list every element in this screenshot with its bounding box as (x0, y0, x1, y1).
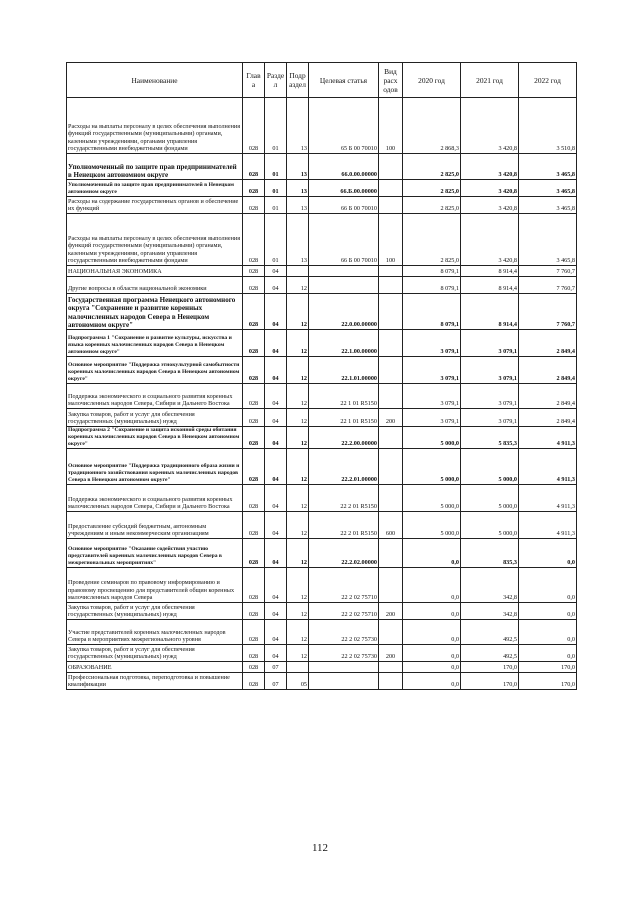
cell-sec: 04 (265, 384, 287, 409)
cell-y2021: 3 420,8 (461, 98, 519, 154)
cell-name: Основное мероприятие "Поддержка традиционного образа жизни и традиционного хозяйствования коренных малочисленных народов Севера в Ненецком автономном округе" (67, 449, 243, 485)
cell-y2020: 2 825,0 (403, 214, 461, 266)
cell-name: Подпрограмма 2 "Сохранение и защита исконной среды обитания коренных малочисленных народов Севера в Ненецком автономном округе" (67, 427, 243, 449)
cell-sub: 13 (287, 214, 309, 266)
cell-y2022: 170,0 (519, 673, 577, 690)
cell-y2021: 342,8 (461, 603, 519, 620)
table-row (67, 512, 577, 539)
page-number: 112 (311, 842, 329, 854)
cell-ch: 028 (243, 294, 265, 330)
table-row (67, 539, 577, 568)
table-row (67, 449, 577, 485)
header-target: Целевая статья (309, 63, 379, 98)
table-row (67, 98, 577, 154)
header-2022: 2022 год (519, 63, 577, 98)
cell-y2022: 0,0 (519, 620, 577, 645)
cell-sub: 12 (287, 330, 309, 357)
cell-sec: 04 (265, 620, 287, 645)
cell-y2022: 3 465,8 (519, 214, 577, 266)
cell-kind: 100 (379, 98, 403, 154)
cell-sub (287, 662, 309, 673)
table-row (67, 603, 577, 620)
cell-sec: 07 (265, 673, 287, 690)
cell-y2021: 342,8 (461, 568, 519, 603)
cell-sec: 01 (265, 180, 287, 197)
cell-kind (379, 154, 403, 180)
table-row (67, 645, 577, 662)
cell-ch: 028 (243, 603, 265, 620)
table-row (67, 673, 577, 690)
cell-sec: 04 (265, 277, 287, 294)
cell-name: Закупка товаров, работ и услуг для обеспечения государственных (муниципальных) нужд (67, 645, 243, 662)
table-row (67, 214, 577, 266)
cell-sub: 12 (287, 512, 309, 539)
cell-sub: 12 (287, 645, 309, 662)
table-row (67, 330, 577, 357)
cell-y2022: 4 911,3 (519, 512, 577, 539)
cell-target: 22.1.01.00000 (309, 357, 379, 384)
cell-y2020: 0,0 (403, 603, 461, 620)
cell-ch: 028 (243, 449, 265, 485)
cell-y2021: 492,5 (461, 620, 519, 645)
cell-sub: 12 (287, 427, 309, 449)
cell-ch: 028 (243, 277, 265, 294)
cell-kind (379, 673, 403, 690)
table-row (67, 427, 577, 449)
cell-y2020: 0,0 (403, 673, 461, 690)
cell-y2022: 2 849,4 (519, 384, 577, 409)
cell-sec: 07 (265, 662, 287, 673)
cell-y2021: 3 420,8 (461, 214, 519, 266)
cell-y2020: 0,0 (403, 645, 461, 662)
cell-name: ОБРАЗОВАНИЕ (67, 662, 243, 673)
table-row (67, 294, 577, 330)
cell-sub: 12 (287, 409, 309, 427)
cell-y2020: 8 079,1 (403, 277, 461, 294)
cell-ch: 028 (243, 645, 265, 662)
cell-ch: 028 (243, 266, 265, 277)
cell-y2020: 8 079,1 (403, 294, 461, 330)
cell-target: 22.2.01.00000 (309, 449, 379, 485)
cell-sub: 05 (287, 673, 309, 690)
cell-y2020: 3 079,1 (403, 357, 461, 384)
cell-sec: 01 (265, 154, 287, 180)
cell-kind: 200 (379, 603, 403, 620)
cell-y2022: 0,0 (519, 603, 577, 620)
cell-sub: 13 (287, 154, 309, 180)
header-chapter: Глав а (243, 63, 265, 98)
table-row (67, 180, 577, 197)
cell-kind (379, 485, 403, 512)
cell-ch: 028 (243, 673, 265, 690)
cell-y2020: 2 825,0 (403, 180, 461, 197)
header-name: Наименование (67, 63, 243, 98)
cell-target: 22 2 01 R5150 (309, 512, 379, 539)
header-kind: Вид расх одов (379, 63, 403, 98)
cell-kind (379, 330, 403, 357)
cell-target: 22 2 02 75730 (309, 620, 379, 645)
cell-y2020: 5 000,0 (403, 512, 461, 539)
cell-name: Предоставление субсидий бюджетным, автономным учреждениям и иным некоммерческим организациям (67, 512, 243, 539)
table-row (67, 357, 577, 384)
cell-y2020: 3 079,1 (403, 330, 461, 357)
cell-sec: 04 (265, 294, 287, 330)
cell-target: 22.2.02.00000 (309, 539, 379, 568)
cell-y2021: 5 000,0 (461, 485, 519, 512)
cell-y2022: 4 911,3 (519, 485, 577, 512)
cell-ch: 028 (243, 427, 265, 449)
cell-target: 66.Б.00.00000 (309, 180, 379, 197)
cell-target: 22 2 01 R5150 (309, 485, 379, 512)
cell-sub: 12 (287, 384, 309, 409)
cell-sec: 04 (265, 645, 287, 662)
cell-name: Закупка товаров, работ и услуг для обеспечения государственных (муниципальных) нужд (67, 603, 243, 620)
cell-sub: 12 (287, 620, 309, 645)
cell-kind (379, 449, 403, 485)
cell-y2021: 8 914,4 (461, 266, 519, 277)
cell-y2022: 0,0 (519, 568, 577, 603)
table-row (67, 384, 577, 409)
cell-y2021: 3 420,8 (461, 180, 519, 197)
cell-ch: 028 (243, 384, 265, 409)
cell-kind (379, 266, 403, 277)
cell-kind (379, 662, 403, 673)
cell-name: Основное мероприятие "Оказание содействия участию представителей коренных малочисленных народов Севера в межрегиональных мероприятиях" (67, 539, 243, 568)
cell-kind (379, 357, 403, 384)
cell-sec: 04 (265, 539, 287, 568)
cell-sub: 12 (287, 277, 309, 294)
cell-y2022: 2 849,4 (519, 330, 577, 357)
cell-sec: 04 (265, 603, 287, 620)
cell-name: Подпрограмма 1 "Сохранение и развитие культуры, искусства и языка коренных малочисленных народов Севера в Ненецком автономном округе" (67, 330, 243, 357)
cell-y2022: 7 760,7 (519, 277, 577, 294)
cell-y2020: 0,0 (403, 662, 461, 673)
cell-target: 66.0.00.00000 (309, 154, 379, 180)
cell-ch: 028 (243, 662, 265, 673)
cell-sec: 04 (265, 485, 287, 512)
cell-kind (379, 277, 403, 294)
cell-y2022: 3 510,8 (519, 98, 577, 154)
cell-y2020: 3 079,1 (403, 384, 461, 409)
cell-sub: 12 (287, 449, 309, 485)
table-row (67, 568, 577, 603)
cell-kind (379, 384, 403, 409)
cell-y2020: 8 079,1 (403, 266, 461, 277)
cell-y2021: 170,0 (461, 662, 519, 673)
cell-target (309, 662, 379, 673)
cell-name: Основное мероприятие "Поддержка этнокультурной самобытности коренных малочисленных народов Севера в Ненецком автономном округе" (67, 357, 243, 384)
cell-y2021: 3 420,8 (461, 154, 519, 180)
cell-sub: 12 (287, 357, 309, 384)
cell-name: Другие вопросы в области национальной экономики (67, 277, 243, 294)
cell-y2020: 2 825,0 (403, 154, 461, 180)
cell-y2020: 0,0 (403, 539, 461, 568)
cell-target: 22 1 01 R5150 (309, 409, 379, 427)
cell-ch: 028 (243, 154, 265, 180)
cell-kind: 200 (379, 409, 403, 427)
budget-table (66, 62, 577, 690)
header-2021: 2021 год (461, 63, 519, 98)
cell-kind (379, 427, 403, 449)
cell-sub (287, 266, 309, 277)
cell-sec: 04 (265, 266, 287, 277)
cell-y2022: 0,0 (519, 539, 577, 568)
cell-sub: 12 (287, 294, 309, 330)
header-2020: 2020 год (403, 63, 461, 98)
cell-ch: 028 (243, 620, 265, 645)
cell-target: 22.0.00.00000 (309, 294, 379, 330)
cell-y2021: 3 079,1 (461, 384, 519, 409)
cell-sec: 01 (265, 197, 287, 214)
cell-sub: 12 (287, 539, 309, 568)
table-row (67, 154, 577, 180)
cell-sub: 12 (287, 485, 309, 512)
cell-y2022: 3 465,8 (519, 197, 577, 214)
cell-sec: 04 (265, 568, 287, 603)
cell-sub: 13 (287, 197, 309, 214)
cell-kind: 200 (379, 645, 403, 662)
header-subsection: Подр аздел (287, 63, 309, 98)
cell-name: Поддержка экономического и социального развития коренных малочисленных народов Севера, Сибири и Дальнего Востока (67, 384, 243, 409)
cell-y2021: 3 079,1 (461, 409, 519, 427)
cell-target: 22 2 02 75730 (309, 645, 379, 662)
cell-sec: 04 (265, 409, 287, 427)
cell-kind: 600 (379, 512, 403, 539)
cell-target: 22.1.00.00000 (309, 330, 379, 357)
cell-name: Уполномоченный по защите прав предпринимателей в Ненецком автономном округе (67, 154, 243, 180)
cell-target: 22.2.00.00000 (309, 427, 379, 449)
cell-y2021: 3 079,1 (461, 330, 519, 357)
cell-target (309, 673, 379, 690)
cell-ch: 028 (243, 180, 265, 197)
cell-sec: 04 (265, 512, 287, 539)
cell-y2020: 2 868,3 (403, 98, 461, 154)
cell-kind (379, 539, 403, 568)
cell-ch: 028 (243, 357, 265, 384)
cell-ch: 028 (243, 214, 265, 266)
table-row (67, 277, 577, 294)
cell-y2022: 2 849,4 (519, 409, 577, 427)
cell-sec: 01 (265, 98, 287, 154)
cell-y2020: 5 000,0 (403, 449, 461, 485)
cell-y2021: 3 420,8 (461, 197, 519, 214)
cell-y2022: 3 465,8 (519, 154, 577, 180)
cell-name: Уполномоченный по защите прав предпринимателей в Ненецком автономном округе (67, 180, 243, 197)
cell-ch: 028 (243, 197, 265, 214)
cell-target: 22 2 02 75710 (309, 603, 379, 620)
cell-y2022: 3 465,8 (519, 180, 577, 197)
table-row (67, 620, 577, 645)
cell-ch: 028 (243, 98, 265, 154)
cell-ch: 028 (243, 330, 265, 357)
cell-sec: 04 (265, 357, 287, 384)
cell-name: Проведение семинаров по правовому информированию и правовому просвещению для представителей общин коренных малочисленных народов Севера (67, 568, 243, 603)
cell-y2021: 5 000,0 (461, 512, 519, 539)
cell-target: 22 1 01 R5150 (309, 384, 379, 409)
header-section: Разде л (265, 63, 287, 98)
cell-name: Профессиональная подготовка, переподготовка и повышение квалификации (67, 673, 243, 690)
cell-y2021: 8 914,4 (461, 277, 519, 294)
cell-y2022: 170,0 (519, 662, 577, 673)
cell-y2022: 7 760,7 (519, 266, 577, 277)
cell-y2021: 492,5 (461, 645, 519, 662)
cell-y2020: 0,0 (403, 568, 461, 603)
cell-y2020: 2 825,0 (403, 197, 461, 214)
cell-sub: 12 (287, 603, 309, 620)
cell-sec: 04 (265, 427, 287, 449)
cell-target: 66 Б 00 70010 (309, 197, 379, 214)
cell-kind (379, 294, 403, 330)
cell-sec: 01 (265, 214, 287, 266)
cell-target: 65 Б 00 70010 (309, 98, 379, 154)
cell-ch: 028 (243, 512, 265, 539)
cell-sec: 04 (265, 449, 287, 485)
cell-y2022: 2 849,4 (519, 357, 577, 384)
table-header-row (67, 63, 577, 98)
cell-y2022: 4 911,3 (519, 449, 577, 485)
cell-kind (379, 568, 403, 603)
cell-kind: 100 (379, 214, 403, 266)
cell-y2020: 0,0 (403, 620, 461, 645)
cell-sub: 12 (287, 568, 309, 603)
cell-name: Расходы на выплаты персоналу в целях обеспечения выполнения функций государственными (муниципальными) органами, казенными учреждениями, органами управления государственными внебюджетными фондами (67, 98, 243, 154)
cell-y2021: 835,3 (461, 539, 519, 568)
cell-y2021: 3 079,1 (461, 357, 519, 384)
table-row (67, 409, 577, 427)
cell-ch: 028 (243, 409, 265, 427)
cell-y2021: 170,0 (461, 673, 519, 690)
cell-y2021: 8 914,4 (461, 294, 519, 330)
cell-y2020: 5 000,0 (403, 427, 461, 449)
cell-target (309, 277, 379, 294)
cell-sec: 04 (265, 330, 287, 357)
table-row (67, 197, 577, 214)
cell-name: Расходы на содержание государственных органов и обеспечение их функций (67, 197, 243, 214)
cell-name: Государственная программа Ненецкого автономного округа "Сохранение и развитие коренных малочисленных народов Севера в Ненецком автономном округе" (67, 294, 243, 330)
cell-kind (379, 197, 403, 214)
table-row (67, 662, 577, 673)
cell-name: Участие представителей коренных малочисленных народов Севера в мероприятиях межрегионального уровня (67, 620, 243, 645)
table-row (67, 485, 577, 512)
cell-name: НАЦИОНАЛЬНАЯ ЭКОНОМИКА (67, 266, 243, 277)
cell-ch: 028 (243, 485, 265, 512)
cell-y2022: 0,0 (519, 645, 577, 662)
cell-name: Поддержка экономического и социального развития коренных малочисленных народов Севера, Сибири и Дальнего Востока (67, 485, 243, 512)
cell-kind (379, 180, 403, 197)
table-row (67, 266, 577, 277)
cell-sub: 13 (287, 180, 309, 197)
cell-sub: 13 (287, 98, 309, 154)
cell-kind (379, 620, 403, 645)
cell-y2020: 3 079,1 (403, 409, 461, 427)
cell-target (309, 266, 379, 277)
cell-target: 22 2 02 75710 (309, 568, 379, 603)
cell-y2022: 4 911,3 (519, 427, 577, 449)
cell-target: 66 Б 00 70010 (309, 214, 379, 266)
cell-ch: 028 (243, 568, 265, 603)
cell-y2021: 5 835,3 (461, 427, 519, 449)
cell-y2022: 7 760,7 (519, 294, 577, 330)
cell-name: Закупка товаров, работ и услуг для обеспечения государственных (муниципальных) нужд (67, 409, 243, 427)
cell-y2020: 5 000,0 (403, 485, 461, 512)
cell-ch: 028 (243, 539, 265, 568)
cell-y2021: 5 000,0 (461, 449, 519, 485)
cell-name: Расходы на выплаты персоналу в целях обеспечения выполнения функций государственными (муниципальными) органами, казенными учреждениями, органами управления государственными внебюджетными фондами (67, 214, 243, 266)
